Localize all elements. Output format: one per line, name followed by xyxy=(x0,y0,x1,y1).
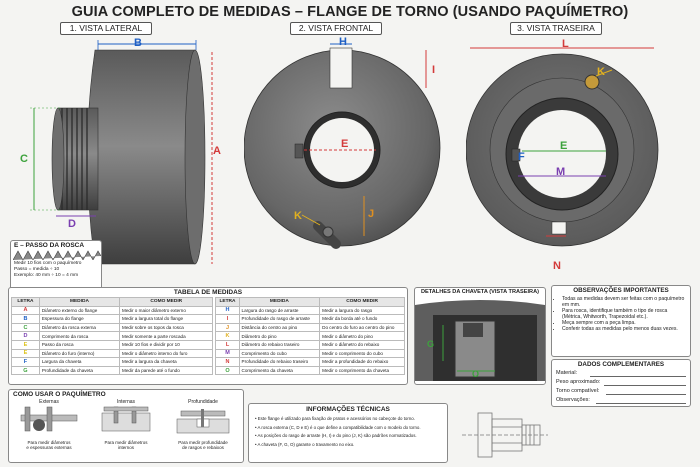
row-measure: Passo da rosca xyxy=(39,340,119,349)
row-letter: J xyxy=(216,323,239,332)
observations-label: Observações: xyxy=(556,397,590,403)
table-row xyxy=(12,340,213,349)
dim-label-h: H xyxy=(339,36,347,48)
dim-label-n: N xyxy=(553,260,561,272)
weight-field[interactable] xyxy=(604,385,686,386)
row-how: Medir o comprimento da chaveta xyxy=(320,366,405,375)
measures-table-panel xyxy=(8,287,408,385)
lathe-field[interactable] xyxy=(606,394,686,395)
row-how: Medir da parede até o fundo xyxy=(120,366,213,375)
row-measure: Comprimento da chaveta xyxy=(239,366,320,375)
dim-label-l: L xyxy=(562,38,569,50)
row-how: Medir a largura do rasgo xyxy=(320,306,405,315)
caliper-depth-desc-1: Para medir profundidade xyxy=(178,440,228,445)
measures-table-title: TABELA DE MEDIDAS xyxy=(173,289,243,296)
row-letter: M xyxy=(216,349,239,358)
col-measure: MEDIDA xyxy=(239,298,320,307)
row-measure: Profundidade do rasgo de arraste xyxy=(239,315,320,324)
col-how: COMO MEDIR xyxy=(120,298,213,307)
pitch-title: E – PASSO DA ROSCA xyxy=(14,242,85,249)
pitch-box xyxy=(10,240,102,292)
caliper-internal-desc-2: internos xyxy=(117,445,134,450)
row-how: Medir a largura da chaveta xyxy=(120,358,213,367)
caliper-internal-icon xyxy=(94,405,158,435)
caliper-depth xyxy=(169,399,237,450)
row-measure: Largura do rasgo de arraste xyxy=(239,306,320,315)
thread-profile-icon xyxy=(13,250,101,260)
extra-data-title: DADOS COMPLEMENTARES xyxy=(577,361,665,368)
row-measure: Largura da chaveta xyxy=(39,358,119,367)
row-how: Medir o diâmetro interno do furo xyxy=(120,349,213,358)
row-how: Medir o comprimento do cubo xyxy=(320,349,405,358)
row-measure: Espessura do flange xyxy=(39,315,119,324)
tech-item: • Este flange é utilizado para fixação de pratos e acessórios no cabeçote do torno. xyxy=(255,416,415,421)
table-row xyxy=(12,306,213,315)
cross-section-drawing xyxy=(462,407,548,463)
row-letter: H xyxy=(216,306,239,315)
table-row xyxy=(216,366,405,375)
notes-title: OBSERVAÇÕES IMPORTANTES xyxy=(573,287,669,294)
row-letter: C xyxy=(12,323,40,332)
front-view-illustration xyxy=(244,36,444,276)
row-letter: E xyxy=(12,340,40,349)
note-item: • Conferir todas as medidas pelo menos duas vezes. xyxy=(562,326,686,332)
dim-label-d: D xyxy=(68,218,76,230)
row-measure: Diâmetro do rebaixo traseiro xyxy=(239,340,320,349)
table-row xyxy=(216,340,405,349)
dim-label-o: O xyxy=(472,369,480,379)
view-tag-side: 1. VISTA LATERAL xyxy=(60,22,152,35)
table-row xyxy=(216,306,405,315)
dim-label-j: J xyxy=(368,208,375,220)
caliper-internal-label: Internas xyxy=(116,399,136,405)
col-letter: LETRA xyxy=(216,298,239,307)
table-row xyxy=(216,315,405,324)
row-how: Medir a profundidade do rebaixo xyxy=(320,358,405,367)
page-title: GUIA COMPLETO DE MEDIDAS – FLANGE DE TORNO (USANDO PAQUÍMETRO) xyxy=(71,4,629,20)
table-row xyxy=(216,358,405,367)
row-letter: N xyxy=(216,358,239,367)
dim-label-e-front: E xyxy=(341,138,349,150)
view-tag-rear: 3. VISTA TRASEIRA xyxy=(510,22,602,35)
tech-item: • A rosca externa (C, D e E) é o que define a compatibilidade com o modelo do torno. xyxy=(255,424,421,430)
row-how: Do centro do furo ao centro do pino xyxy=(320,323,405,332)
row-letter: F xyxy=(12,358,40,367)
note-item: • Todas as medidas devem ser feitas com o paquímetro em mm. xyxy=(562,296,686,308)
caliper-internal-desc-1: Para medir diâmetros xyxy=(104,440,148,445)
note-item: • Para rosca, identifique também o tipo de rosca (Métrica, Whitworth, Trapezoidal etc.). xyxy=(562,308,686,320)
pitch-line-1: Medir 10 fios com o paquímetro xyxy=(14,261,82,266)
rear-view-illustration xyxy=(466,36,700,276)
table-row xyxy=(12,366,213,375)
dim-label-k-front: K xyxy=(294,210,302,222)
view-tag-front: 2. VISTA FRONTAL xyxy=(290,22,382,35)
dim-label-a: A xyxy=(213,145,221,157)
table-row xyxy=(12,323,213,332)
notes-panel xyxy=(551,285,691,357)
extra-data-panel xyxy=(551,359,691,407)
dim-label-b: B xyxy=(134,37,142,49)
row-letter: E xyxy=(12,349,40,358)
row-how: Medir somente a parte roscada xyxy=(120,332,213,341)
caliper-external-icon xyxy=(17,405,81,435)
dim-label-g: G xyxy=(427,339,435,349)
keyway-detail-illustration xyxy=(415,295,545,381)
table-row xyxy=(12,332,213,341)
dim-label-e-rear: E xyxy=(560,140,568,152)
row-how: Medir o diâmetro do pino xyxy=(320,332,405,341)
caliper-depth-icon xyxy=(171,405,235,435)
row-letter: A xyxy=(12,306,40,315)
row-letter: K xyxy=(216,332,239,341)
row-measure: Profundidade do rebaixo traseiro xyxy=(239,358,320,367)
row-measure: Comprimento do cubo xyxy=(239,349,320,358)
col-how: COMO MEDIR xyxy=(320,298,405,307)
row-measure: Diâmetro externo do flange xyxy=(39,306,119,315)
table-row xyxy=(12,315,213,324)
table-row xyxy=(12,358,213,367)
weight-label: Peso aproximado: xyxy=(556,379,601,385)
row-how: Medir o diâmetro do rebaixo xyxy=(320,340,405,349)
row-letter: G xyxy=(12,366,40,375)
row-how: Medir da borda até o fundo xyxy=(320,315,405,324)
measures-table-right xyxy=(215,297,405,375)
caliper-title: COMO USAR O PAQUÍMETRO xyxy=(13,391,106,398)
row-measure: Distância do centro ao pino xyxy=(239,323,320,332)
dim-label-m: M xyxy=(556,166,566,178)
caliper-external-label: Externas xyxy=(39,399,59,405)
row-how: Medir 10 fios e dividir por 10 xyxy=(120,340,213,349)
row-letter: L xyxy=(216,340,239,349)
row-letter: D xyxy=(12,332,40,341)
table-row xyxy=(216,323,405,332)
table-row xyxy=(216,349,405,358)
keyway-detail-panel xyxy=(414,287,546,385)
table-row xyxy=(216,332,405,341)
pitch-line-2: Passo = medida ÷ 10 xyxy=(14,267,60,272)
row-letter: B xyxy=(12,315,40,324)
material-label: Material: xyxy=(556,370,578,376)
dim-label-k-rear: K xyxy=(597,66,605,78)
row-how: Medir a largura total do flange xyxy=(120,315,213,324)
caliper-depth-label: Profundidade xyxy=(188,399,218,405)
caliper-external-desc-1: Para medir diâmetros xyxy=(27,440,71,445)
material-field[interactable] xyxy=(590,376,686,377)
row-measure: Diâmetro da rosca externa xyxy=(39,323,119,332)
dim-label-c: C xyxy=(20,153,28,165)
table-row xyxy=(12,349,213,358)
row-how: Medir o maior diâmetro externo xyxy=(120,306,213,315)
row-measure: Diâmetro do pino xyxy=(239,332,320,341)
caliper-external xyxy=(15,399,83,450)
lathe-label: Torno compatível: xyxy=(556,388,600,394)
tech-item: • A chaveta (F, G, O) garante o travamento no eixo. xyxy=(255,441,355,447)
tech-info-panel xyxy=(248,403,448,463)
caliper-panel xyxy=(8,389,244,463)
caliper-depth-desc-2: de rasgos e rebaixos xyxy=(182,445,224,450)
row-measure: Profundidade da chaveta xyxy=(39,366,119,375)
row-letter: O xyxy=(216,366,239,375)
col-letter: LETRA xyxy=(12,298,40,307)
col-measure: MEDIDA xyxy=(39,298,119,307)
observations-field[interactable] xyxy=(596,403,686,404)
row-letter: I xyxy=(216,315,239,324)
row-how: Medir sobre os topos da rosca xyxy=(120,323,213,332)
tech-info-title: INFORMAÇÕES TÉCNICAS xyxy=(306,406,390,413)
note-item: • Meça sempre com a peça limpa. xyxy=(562,320,686,326)
keyway-detail-title: DETALHES DA CHAVETA (VISTA TRASEIRA) xyxy=(421,289,539,295)
row-measure: Comprimento da rosca xyxy=(39,332,119,341)
row-measure: Diâmetro do furo (interno) xyxy=(39,349,119,358)
dim-label-i: I xyxy=(432,64,436,76)
measures-table-left xyxy=(11,297,213,375)
tech-item: • As posições do rasgo de arraste (H, I) e do pino (J, K) são padrões normatizados. xyxy=(255,433,417,439)
dim-label-f: F xyxy=(518,151,525,163)
caliper-external-desc-2: e espessuras externas xyxy=(26,445,72,450)
pitch-line-3: Exemplo: 40 mm ÷ 10 = 4 mm xyxy=(14,273,79,278)
caliper-internal xyxy=(92,399,160,450)
